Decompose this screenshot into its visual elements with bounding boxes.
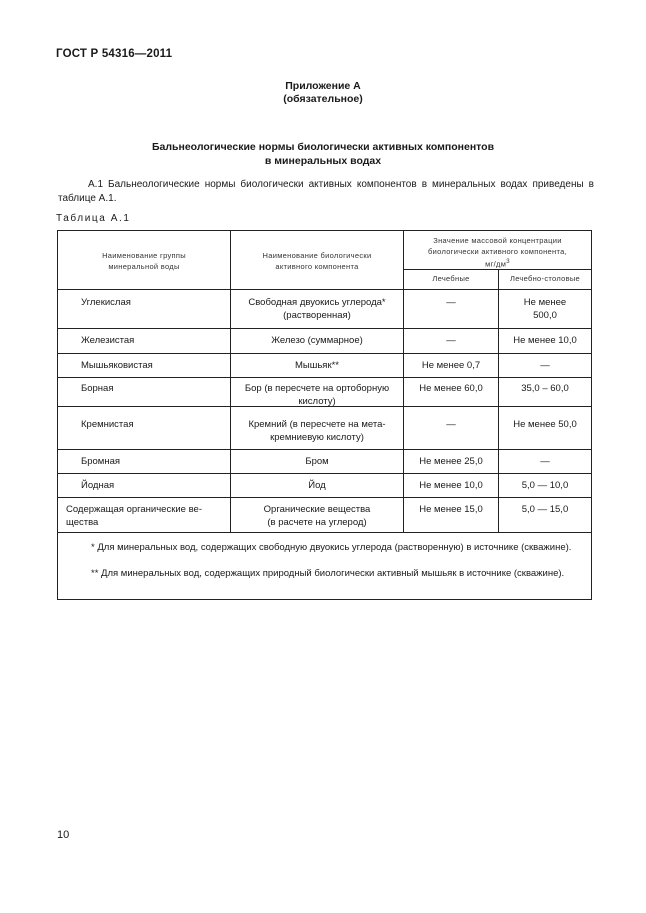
cell-therapeutic-table: 35,0 – 60,0: [521, 383, 569, 394]
cell-therapeutic-table: Не менее 50,0: [513, 419, 577, 430]
cell-therapeutic-table: Не менее 10,0: [513, 335, 577, 346]
cell-group: Йодная: [81, 480, 115, 491]
cell-component: Бор (в пересчете на ортоборную кислоту): [244, 383, 390, 407]
cell-component: Йод: [308, 480, 326, 491]
cell-component: Органические вещества (в расчете на углерод): [263, 504, 371, 528]
intro-paragraph: А.1 Бальнеологические нормы биологически активных компонентов в минеральных водах приведены в таблице А.1.: [58, 179, 594, 204]
table-caption: Таблица А.1: [56, 213, 131, 224]
cell-component: Железо (суммарное): [271, 335, 363, 346]
header-therapeutic-table: Лечебно-столовые: [509, 274, 581, 283]
cell-group: Железистая: [81, 335, 135, 346]
document-header: ГОСТ Р 54316—2011: [56, 48, 173, 60]
cell-group: Бромная: [81, 456, 121, 467]
cell-therapeutic-table: Не менее 500,0: [523, 297, 567, 321]
cell-therapeutic: Не менее 10,0: [419, 480, 483, 491]
appendix-status: (обязательное): [283, 93, 363, 105]
header-therapeutic: Лечебные: [432, 274, 470, 283]
cell-therapeutic-table: 5,0 — 10,0: [521, 480, 569, 491]
appendix-title: Приложение А: [285, 80, 361, 92]
cell-therapeutic: —: [446, 297, 456, 308]
cell-therapeutic: —: [446, 419, 456, 430]
cell-therapeutic-table: —: [540, 456, 550, 467]
cell-therapeutic-table: 5,0 — 15,0: [521, 504, 569, 515]
cell-therapeutic: Не менее 15,0: [419, 504, 483, 515]
cell-component: Мышьяк**: [294, 360, 339, 371]
section-title-line-2: в минеральных водах: [264, 155, 382, 167]
cell-group: Борная: [81, 383, 114, 394]
cell-therapeutic-table: —: [540, 360, 550, 371]
cell-group: Мышьяковистая: [81, 360, 153, 371]
page-number: 10: [57, 829, 70, 841]
cell-component: Бром: [305, 456, 329, 467]
cell-group: Содержащая органические ве- щества: [66, 504, 202, 528]
header-concentration: Значение массовой концентрации биологически активного компонента, $мг/дм^3$: [428, 236, 567, 269]
cell-therapeutic: —: [446, 335, 456, 346]
cell-component: Кремний (в пересчете на мета- кремниевую кислоту): [248, 419, 386, 443]
footnote-1: * Для минеральных вод, содержащих свободную двуокись углерода (растворенную) в источнике (скважине).: [91, 542, 572, 553]
header-group: Наименование группы минеральной воды: [102, 251, 186, 271]
cell-therapeutic: Не менее 60,0: [419, 383, 483, 394]
header-component: Наименование биологически активного компонента: [262, 251, 372, 271]
cell-group: Углекислая: [81, 297, 131, 308]
cell-therapeutic: Не менее 25,0: [419, 456, 483, 467]
cell-therapeutic: Не менее 0,7: [421, 360, 481, 371]
footnote-2: ** Для минеральных вод, содержащих природный биологически активный мышьяк в источнике (скважине).: [91, 568, 565, 579]
section-title-line-1: Бальнеологические нормы биологически активных компонентов: [151, 141, 495, 153]
cell-component: Свободная двуокись углерода* (растворенная): [248, 297, 386, 321]
cell-group: Кремнистая: [81, 419, 134, 430]
